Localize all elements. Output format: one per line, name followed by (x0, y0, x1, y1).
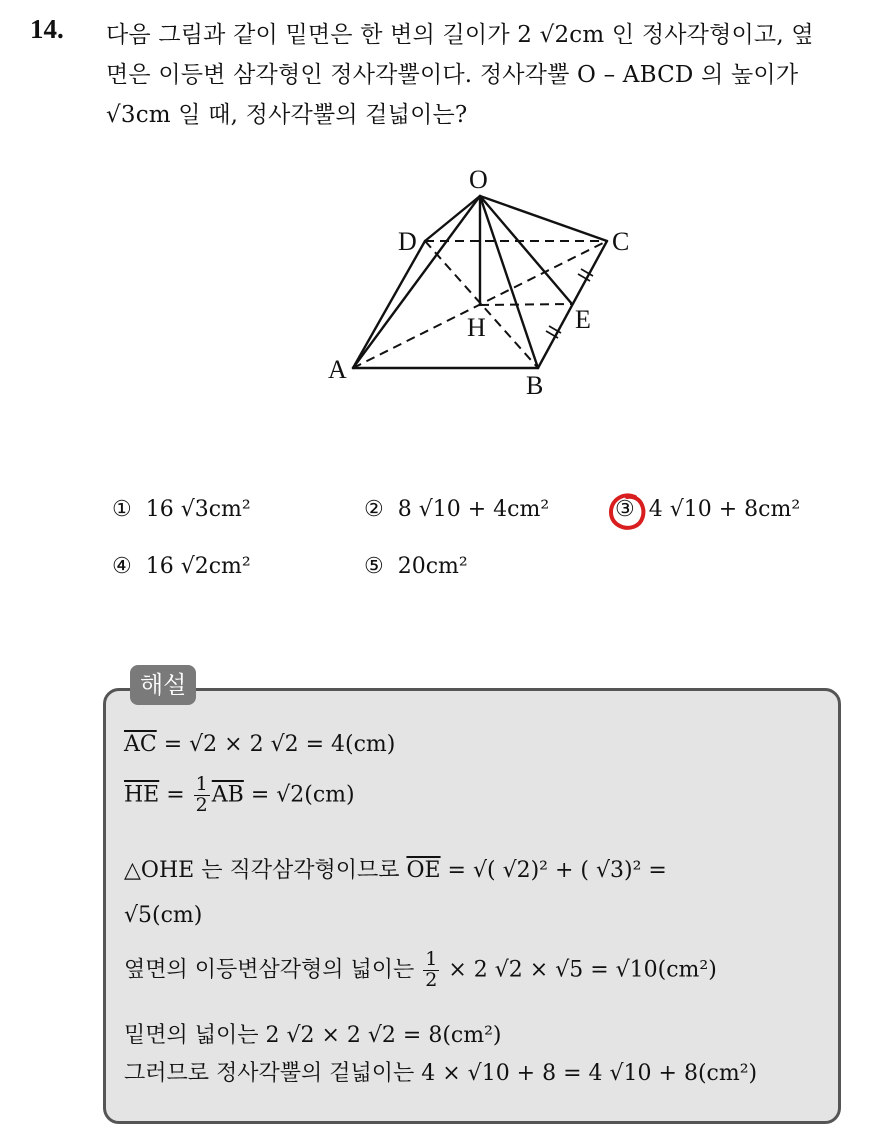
question-text-line-1: 다음 그림과 같이 밑면은 한 변의 길이가 2 √2cm 인 정사각형이고, 옆 (106, 22, 814, 48)
edge-OB (480, 196, 538, 368)
choice-4[interactable] (112, 554, 251, 579)
solution-line-2: $\overline{HE}$ = $\frac{1}{2}$ $\overline{AB} = √2(cm)$ (124, 773, 355, 816)
label-A: A (328, 355, 347, 384)
choice-4-number: ④ (112, 554, 132, 579)
choice-5[interactable] (364, 554, 468, 579)
choice-5-text: 20cm² (397, 554, 468, 579)
label-B: B (526, 371, 544, 400)
edge-DA (353, 241, 425, 368)
solution-tag: 해설 (130, 665, 196, 705)
label-E: E (575, 305, 591, 334)
choice-4-text: 16 √2cm² (145, 554, 251, 579)
solution-line-7: 그러므로 정사각뿔의 겉넓이는 4 × √10 + 8 = 4 √10 + 8(cm²) (124, 1061, 758, 1086)
choice-1-text: 16 √3cm² (145, 497, 251, 522)
solution-line-6: 밑면의 넓이는 2 √2 × 2 √2 = 8(cm²) (124, 1023, 502, 1048)
segment-HE-hidden (480, 304, 572, 305)
segment-AB-label: $\overline{AB}$ (211, 782, 244, 808)
choice-2-text: 8 √10 + 4cm² (397, 497, 550, 522)
segment-HE-label: $\overline{HE}$ (124, 782, 160, 808)
choice-3-number: ③ (615, 497, 635, 522)
edge-OA (353, 196, 480, 368)
solution-line-1: $\overline{AC} = √2 \times 2$ √2 = 4(cm) (124, 732, 396, 757)
fraction-half: $\frac{1}{2}$ (195, 773, 208, 816)
label-O: O (469, 165, 488, 194)
question-text-line-2: 면은 이등변 삼각형인 정사각뿔이다. 정사각뿔 O – ABCD 의 높이가 (106, 62, 799, 88)
question-text-line-3: √3cm 일 때, 정사각뿔의 겉넓이는? (106, 102, 468, 128)
choice-3-text: 4 √10 + 8cm² (648, 497, 801, 522)
label-D: D (398, 227, 417, 256)
choice-5-number: ⑤ (364, 554, 384, 579)
segment-AC-label: $\overline{AC}$ (124, 732, 157, 757)
fraction-half-2: $\frac{1}{2}$ (425, 948, 438, 991)
solution-line-4: √5(cm) (124, 903, 203, 928)
choice-2[interactable] (364, 497, 549, 522)
choice-1-number: ① (112, 497, 132, 522)
choice-1[interactable] (112, 497, 251, 522)
segment-OE-label: $\overline{OE}$ (406, 858, 441, 883)
label-C: C (612, 227, 630, 256)
pyramid-figure (320, 158, 630, 408)
answer-circle-mark (605, 490, 649, 534)
solution-line-3: △OHE 는 직각삼각형이므로 $\overline{OE}$ = √( √2)² + ( √3)² = (124, 858, 667, 883)
solution-line-5: 옆면의 이등변삼각형의 넓이는 $\frac{1}{2}$ × 2 √2 × √5 = √10(cm²) (124, 948, 717, 991)
label-H: H (467, 313, 486, 342)
choice-2-number: ② (364, 497, 384, 522)
question-number: 14. (30, 14, 64, 44)
